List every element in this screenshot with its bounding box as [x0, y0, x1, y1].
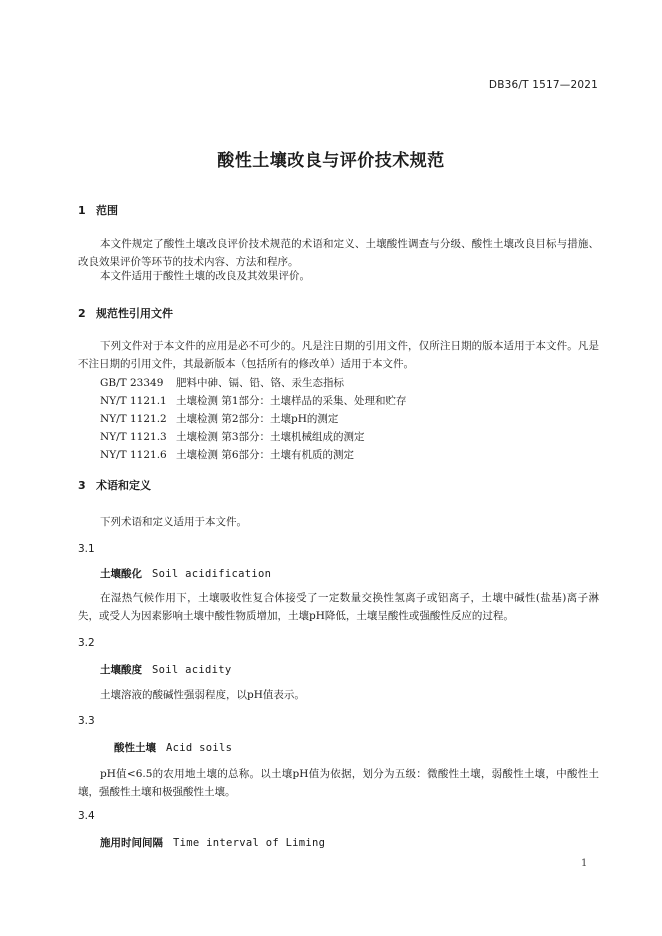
clause-number: 3.4	[78, 810, 95, 822]
reference-code: NY/T 1121.2	[100, 413, 167, 425]
reference-title: 土壤检测 第6部分：土壤有机质的测定	[176, 449, 355, 461]
reference-entry	[100, 429, 365, 444]
reference-title: 土壤检测 第3部分：土壤机械组成的测定	[176, 431, 365, 443]
section-heading-terms	[78, 477, 151, 493]
reference-entry	[100, 393, 407, 408]
normative-refs-intro: 下列文件对于本文件的应用是必不可少的。凡是注日期的引用文件，仅所注日期的版本适用于本文件。凡是不注日期的引用文件，其最新版本（包括所有的修改单）适用于本文件。	[78, 340, 599, 370]
section-title: 术语和定义	[96, 479, 151, 492]
reference-title: 肥料中砷、镉、铅、铬、汞生态指标	[176, 377, 344, 389]
reference-title: 土壤检测 第2部分：土壤pH的测定	[176, 413, 339, 425]
standard-code: DB36/T 1517—2021	[488, 79, 598, 91]
term-definition: 土壤溶液的酸碱性强弱程度，以pH值表示。	[100, 689, 305, 701]
reference-code: NY/T 1121.3	[100, 431, 167, 443]
term-en: Acid soils	[166, 742, 233, 754]
reference-title: 土壤检测 第1部分：土壤样品的采集、处理和贮存	[176, 395, 407, 407]
term-en: Time interval of Liming	[173, 837, 326, 849]
clause-number: 3.3	[78, 715, 95, 727]
section-title: 范围	[96, 204, 118, 217]
document-title: 酸性土壤改良与评价技术规范	[217, 151, 445, 171]
term-en: Soil acidity	[152, 664, 232, 676]
term-entry	[100, 662, 231, 677]
reference-code: GB/T 23349	[100, 377, 164, 389]
term-zh: 土壤酸化	[100, 568, 142, 580]
term-zh: 土壤酸度	[100, 664, 142, 676]
reference-code: NY/T 1121.1	[100, 395, 167, 407]
term-definition: 在湿热气候作用下，土壤吸收性复合体接受了一定数量交换性氢离子或铝离子，土壤中碱性(盐基)离子淋失，或受人为因素影响土壤中酸性物质增加，土壤pH降低，土壤呈酸性或强酸性反应的过程。	[78, 592, 599, 622]
term-zh: 施用时间间隔	[100, 837, 163, 849]
term-entry	[114, 740, 232, 755]
term-definition: pH值<6.5的农用地土壤的总称。以土壤pH值为依据，划分为五级：微酸性土壤，弱酸性土壤，中酸性土壤，强酸性土壤和极强酸性土壤。	[78, 768, 599, 798]
scope-paragraph-2: 本文件适用于酸性土壤的改良及其效果评价。	[100, 270, 310, 282]
reference-entry	[100, 375, 344, 390]
reference-entry	[100, 411, 338, 426]
page-number: 1	[581, 858, 588, 869]
term-entry	[100, 835, 325, 850]
scope-paragraph-1: 本文件规定了酸性土壤改良评价技术规范的术语和定义、土壤酸性调查与分级、酸性土壤改良目标与措施、改良效果评价等环节的技术内容、方法和程序。	[78, 238, 599, 268]
term-zh: 酸性土壤	[114, 742, 156, 754]
section-number: 3	[78, 479, 86, 492]
clause-number: 3.1	[78, 543, 95, 555]
section-number: 2	[78, 307, 86, 320]
term-entry	[100, 566, 271, 581]
section-number: 1	[78, 204, 86, 217]
term-en: Soil acidification	[152, 568, 272, 580]
section-heading-normative-refs	[78, 305, 173, 321]
section-heading-scope	[78, 202, 118, 218]
reference-code: NY/T 1121.6	[100, 449, 167, 461]
reference-entry	[100, 447, 354, 462]
section-title: 规范性引用文件	[96, 307, 173, 320]
terms-intro: 下列术语和定义适用于本文件。	[100, 516, 247, 528]
clause-number: 3.2	[78, 637, 95, 649]
